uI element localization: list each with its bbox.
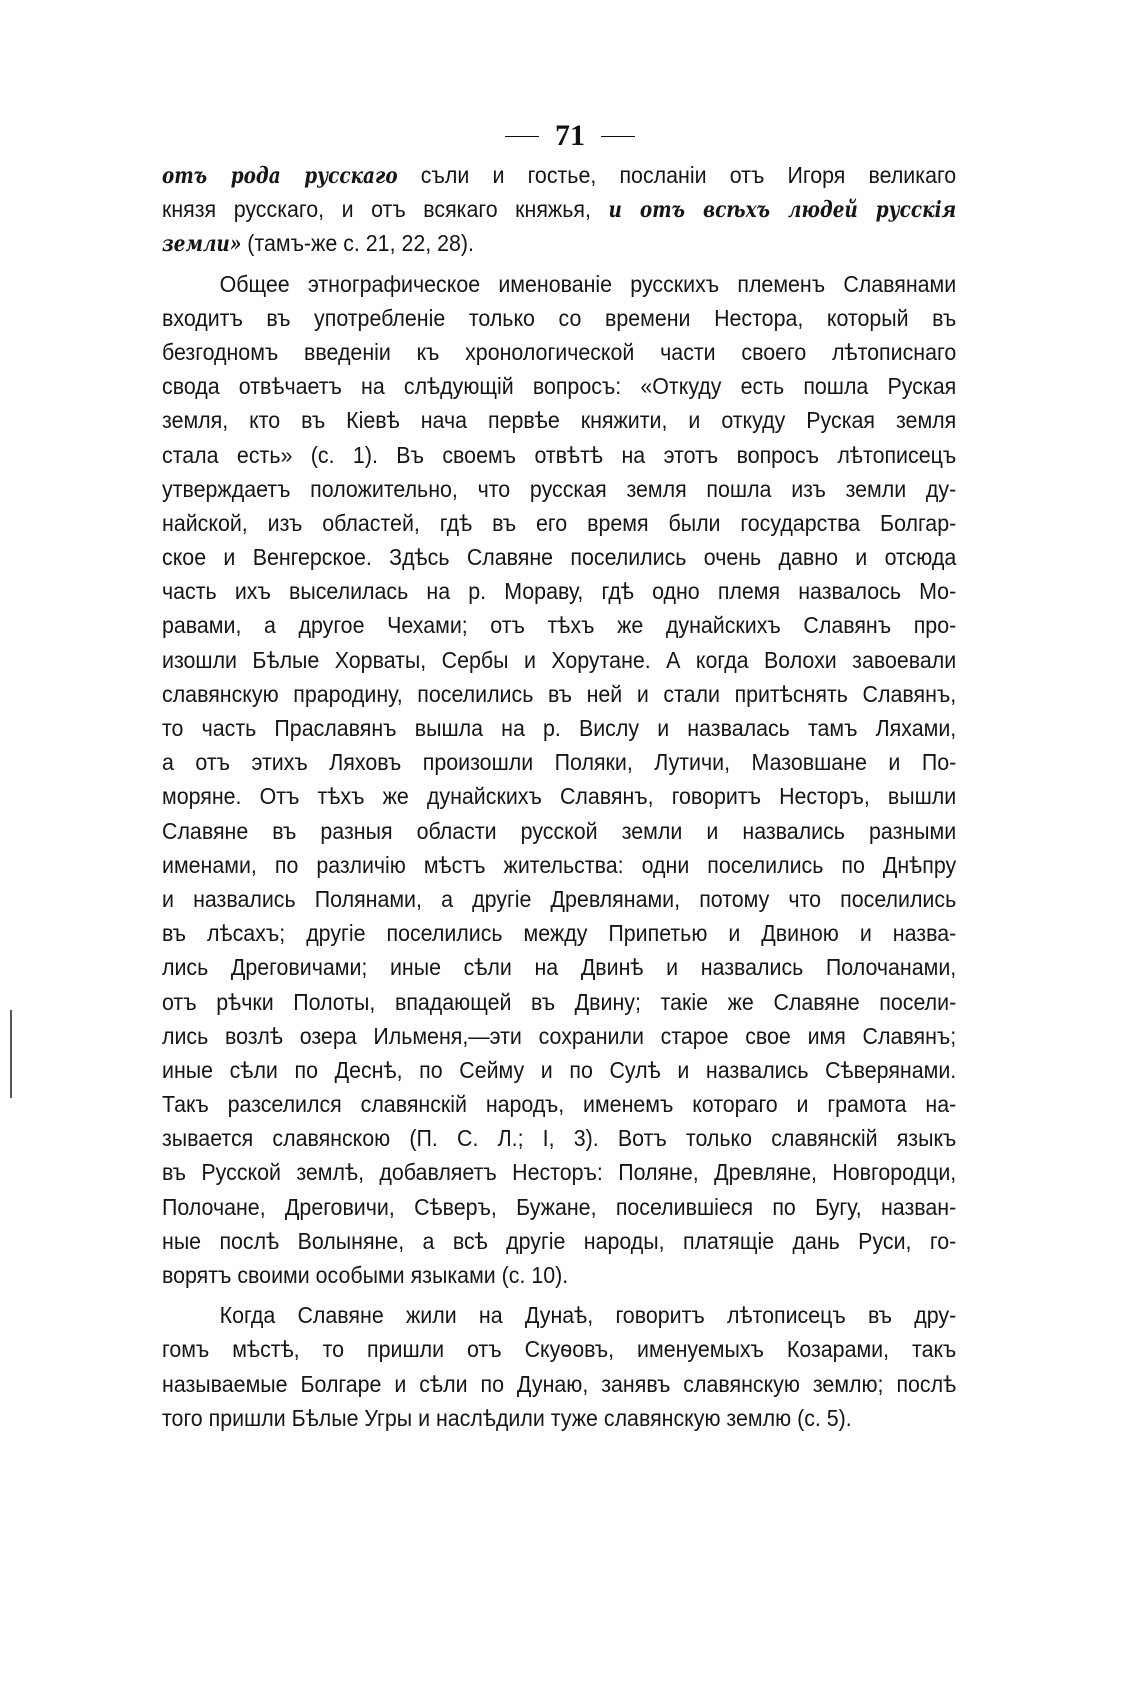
text-segment: иные сѣли по Деснѣ, по Сейму и по Сулѣ и назвались Сѣверянами. [162, 1056, 957, 1083]
margin-mark [10, 1010, 12, 1098]
text-line [162, 1367, 956, 1401]
paragraph [162, 1298, 956, 1435]
text-line [162, 472, 956, 506]
text-line [162, 158, 956, 192]
text-line [162, 1258, 956, 1292]
text-segment: зывается славянскою (П. С. Л.; I, 3). Вотъ только славянскій языкъ [162, 1125, 957, 1152]
text-segment: славянскую прародину, поселились въ ней и стали притѣснять Славянъ, [162, 680, 957, 707]
text-line [162, 916, 956, 950]
text-line [162, 643, 956, 677]
text-line [162, 779, 956, 813]
text-line [162, 1053, 956, 1087]
text-segment: Общее этнографическое именованіе русскихъ племенъ Славянами [219, 270, 957, 297]
italic-segment: земли» [162, 231, 242, 258]
text-line [162, 985, 956, 1019]
text-line [162, 267, 956, 301]
body-text [162, 158, 956, 1435]
text-segment: свода отвѣчаетъ на слѣдующій вопросъ: «Откуду есть пошла Руская [162, 373, 957, 400]
text-segment: съли и гостье, посланіи отъ Игоря великаго [397, 162, 957, 188]
text-segment: стала есть» (с. 1). Въ своемъ отвѣтѣ на этотъ вопросъ лѣтописецъ [162, 441, 957, 468]
text-line [162, 814, 956, 848]
text-segment: Такъ разселился славянскій народъ, именемъ котораго и грамота на- [162, 1091, 957, 1118]
page-number-header [0, 118, 1140, 154]
text-segment: часть ихъ выселилась на р. Мораву, гдѣ одно племя назвалось Мо- [162, 578, 957, 605]
text-segment: утверждаетъ положительно, что русская земля пошла изъ земли ду- [162, 475, 957, 502]
text-segment: называемые Болгаре и сѣли по Дунаю, занявъ славянскую землю; послѣ [162, 1370, 957, 1397]
text-line [162, 1298, 956, 1332]
text-line [162, 1019, 956, 1053]
text-segment: равами, а другое Чехами; отъ тѣхъ же дунайскихъ Славянъ про- [162, 612, 957, 639]
text-line [162, 369, 956, 403]
text-line [162, 711, 956, 745]
text-line [162, 745, 956, 779]
text-line [162, 1224, 956, 1258]
page-number: 71 [555, 119, 585, 152]
text-line [162, 540, 956, 574]
text-line [162, 677, 956, 711]
text-segment: изошли Бѣлые Хорваты, Сербы и Хорутане. А когда Волохи завоевали [162, 646, 957, 673]
text-line [162, 403, 956, 437]
text-line [162, 1121, 956, 1155]
text-line [162, 1401, 956, 1435]
text-line [162, 1190, 956, 1224]
text-segment: лись возлѣ озера Ильменя,—эти сохранили старое свое имя Славянъ; [162, 1022, 957, 1049]
text-segment: въ Русской землѣ, добавляетъ Несторъ: Поляне, Древляне, Новгородци, [162, 1159, 957, 1186]
text-line [162, 608, 956, 642]
text-segment: Славяне въ разныя области русской земли и назвались разными [162, 817, 957, 844]
text-line [162, 1155, 956, 1189]
text-segment: входитъ въ употребленіе только со времени Нестора, который въ [162, 304, 957, 331]
text-segment: ворятъ своими особыми языками (с. 10). [162, 1262, 569, 1288]
text-segment: и назвались Полянами, а другіе Древлянами, потому что поселились [162, 885, 957, 912]
text-line [162, 438, 956, 472]
text-segment: а отъ этихъ Ляховъ произошли Поляки, Лутичи, Мазовшане и По- [162, 749, 957, 776]
text-segment: князя русскаго, и отъ всякаго княжья, [162, 196, 609, 223]
text-segment: Полочане, Дреговичи, Сѣверъ, Бужане, поселившіеся по Бугу, назван- [162, 1193, 957, 1220]
text-segment: лись Дреговичами; иные сѣли на Двинѣ и назвались Полочанами, [162, 954, 957, 981]
text-segment: ные послѣ Волыняне, а всѣ другіе народы, платящіе дань Руси, го- [162, 1227, 957, 1254]
text-segment: найской, изъ областей, гдѣ въ его время были государства Болгар- [162, 509, 957, 536]
text-segment: ское и Венгерское. Здѣсь Славяне поселились очень давно и отсюда [162, 544, 957, 571]
text-segment: земля, кто въ Кіевѣ нача первѣе княжити, и откуду Руская земля [162, 407, 957, 434]
text-line [162, 950, 956, 984]
right-dash [601, 136, 635, 137]
text-segment: (тамъ-же с. 21, 22, 28). [241, 230, 475, 257]
text-line [162, 192, 956, 226]
text-line [162, 301, 956, 335]
text-segment: безгодномъ введеніи къ хронологической части своего лѣтописнаго [162, 338, 957, 365]
text-line [162, 506, 956, 540]
text-line [162, 226, 956, 260]
italic-segment: отъ рода русскаго [162, 163, 398, 189]
text-segment: именами, по различію мѣстъ жительства: одни поселились по Днѣпру [162, 851, 957, 878]
text-line [162, 335, 956, 369]
text-segment: то часть Праславянъ вышла на р. Вислу и назвалась тамъ Ляхами, [162, 715, 957, 741]
left-dash [505, 136, 539, 137]
text-segment: моряне. Отъ тѣхъ же дунайскихъ Славянъ, говоритъ Несторъ, вышли [162, 783, 957, 810]
text-line [162, 1087, 956, 1121]
italic-segment: и отъ всѣхъ людей русскія [608, 197, 957, 224]
text-line [162, 1332, 956, 1366]
text-line [162, 574, 956, 608]
text-segment: Когда Славяне жили на Дунаѣ, говоритъ лѣтописецъ въ дру- [219, 1302, 957, 1329]
text-segment: въ лѣсахъ; другіе поселились между Припетью и Двиною и назва- [162, 920, 957, 947]
text-segment: того пришли Бѣлые Угры и наслѣдили туже славянскую землю (с. 5). [162, 1404, 852, 1431]
text-segment: отъ рѣчки Полоты, впадающей въ Двину; такіе же Славяне посели- [162, 988, 957, 1015]
text-line [162, 848, 956, 882]
paragraph [162, 158, 956, 261]
text-line [162, 882, 956, 916]
paragraph [162, 267, 956, 1293]
text-segment: гомъ мѣстѣ, то пришли отъ Скуѳовъ, именуемыхъ Козарами, такъ [162, 1336, 957, 1363]
